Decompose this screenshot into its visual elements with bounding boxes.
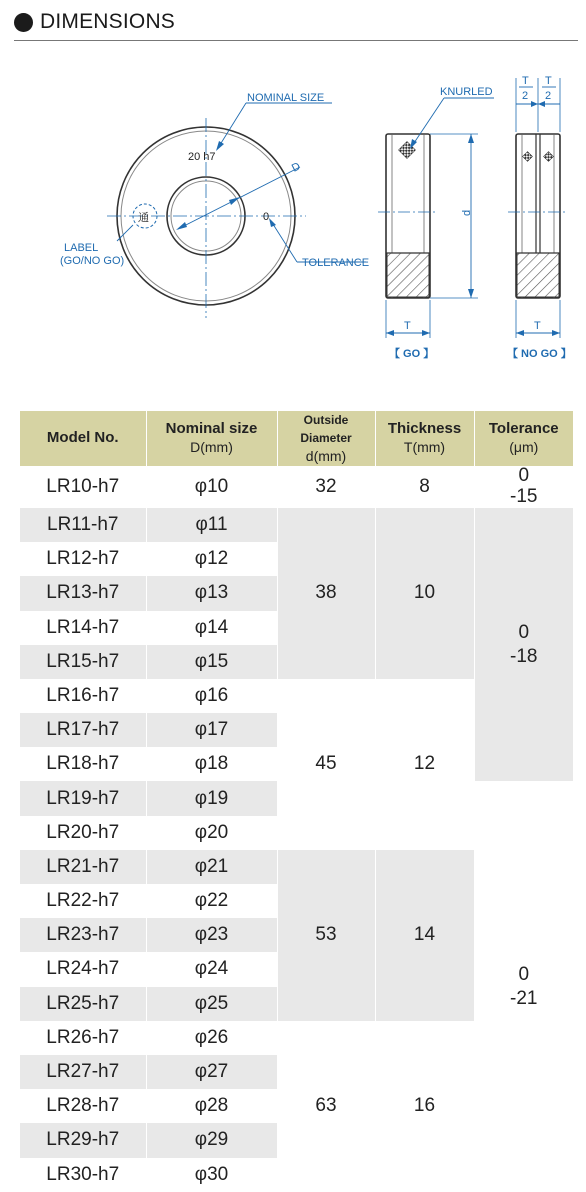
no-go-gauge-side-view bbox=[508, 134, 568, 298]
outside-cell: 63 bbox=[277, 1021, 375, 1192]
model-cell: LR14-h7 bbox=[20, 611, 146, 645]
model-cell: LR19-h7 bbox=[20, 781, 146, 815]
table-header-row bbox=[20, 411, 573, 466]
model-cell: LR18-h7 bbox=[20, 747, 146, 781]
no-go-thickness-symbol: T bbox=[534, 320, 541, 332]
nominal-cell: φ24 bbox=[146, 952, 277, 986]
thickness-cell: 12 bbox=[375, 679, 474, 850]
model-cell: LR17-h7 bbox=[20, 713, 146, 747]
nominal-cell: φ16 bbox=[146, 679, 277, 713]
dimension-drawing bbox=[0, 48, 586, 370]
nominal-cell: φ30 bbox=[146, 1158, 277, 1192]
half-t-denominator-2: 2 bbox=[545, 90, 552, 102]
model-cell: LR28-h7 bbox=[20, 1089, 146, 1123]
outside-cell: 32 bbox=[277, 466, 375, 508]
header-tolerance: Tolerance (μm) bbox=[474, 411, 573, 466]
model-cell: LR15-h7 bbox=[20, 645, 146, 679]
go-gauge-side-view bbox=[378, 134, 438, 298]
model-cell: LR26-h7 bbox=[20, 1021, 146, 1055]
model-cell: LR25-h7 bbox=[20, 987, 146, 1021]
section-header bbox=[14, 9, 175, 35]
header-thickness: Thickness T(mm) bbox=[375, 411, 474, 466]
model-cell: LR24-h7 bbox=[20, 952, 146, 986]
nominal-cell: φ26 bbox=[146, 1021, 277, 1055]
nominal-cell: φ23 bbox=[146, 918, 277, 952]
nominal-cell: φ22 bbox=[146, 884, 277, 918]
nominal-cell: φ19 bbox=[146, 781, 277, 815]
nominal-cell: φ10 bbox=[146, 466, 277, 508]
nominal-cell: φ15 bbox=[146, 645, 277, 679]
outside-cell: 38 bbox=[277, 508, 375, 679]
nominal-cell: φ14 bbox=[146, 611, 277, 645]
bullet-icon bbox=[14, 13, 33, 32]
section-title: DIMENSIONS bbox=[40, 10, 176, 33]
no-go-caption: 【 NO GO 】 bbox=[507, 348, 572, 360]
knurled-label: KNURLED bbox=[440, 86, 493, 98]
header-outside: Outside Diameter d(mm) bbox=[277, 411, 375, 466]
model-cell: LR16-h7 bbox=[20, 679, 146, 713]
outside-diameter-symbol: d bbox=[461, 209, 473, 216]
ring-front-view bbox=[107, 103, 366, 318]
model-cell: LR23-h7 bbox=[20, 918, 146, 952]
nominal-cell: φ27 bbox=[146, 1055, 277, 1089]
nominal-cell: φ11 bbox=[146, 508, 277, 542]
nominal-cell: φ18 bbox=[146, 747, 277, 781]
thickness-cell: 8 bbox=[375, 466, 474, 508]
thickness-cell: 10 bbox=[375, 508, 474, 679]
model-cell: LR11-h7 bbox=[20, 508, 146, 542]
table-row bbox=[20, 466, 573, 508]
nominal-cell: φ17 bbox=[146, 713, 277, 747]
tolerance-cell: 0 -21 bbox=[474, 781, 573, 1191]
specification-table bbox=[20, 411, 573, 1192]
go-thickness-symbol: T bbox=[404, 320, 411, 332]
model-cell: LR27-h7 bbox=[20, 1055, 146, 1089]
outside-cell: 53 bbox=[277, 850, 375, 1021]
tolerance-cell: 0 -18 bbox=[474, 508, 573, 782]
half-t-numerator-1: T bbox=[522, 75, 529, 87]
header-model: Model No. bbox=[20, 411, 146, 466]
thickness-cell: 14 bbox=[375, 850, 474, 1021]
model-cell: LR30-h7 bbox=[20, 1158, 146, 1192]
header-nominal: Nominal size D(mm) bbox=[146, 411, 277, 466]
outside-cell: 45 bbox=[277, 679, 375, 850]
half-t-numerator-2: T bbox=[545, 75, 552, 87]
table-row bbox=[20, 508, 573, 542]
outer-diameter-symbol: D bbox=[289, 160, 303, 175]
nominal-cell: φ12 bbox=[146, 542, 277, 576]
half-t-denominator-1: 2 bbox=[522, 90, 529, 102]
model-cell: LR20-h7 bbox=[20, 816, 146, 850]
size-marking: 20 h7 bbox=[188, 151, 216, 163]
nominal-cell: φ13 bbox=[146, 576, 277, 610]
label-caption-1: LABEL bbox=[64, 242, 99, 254]
nominal-cell: φ25 bbox=[146, 987, 277, 1021]
nominal-cell: φ21 bbox=[146, 850, 277, 884]
tolerance-label: TOLERANCE bbox=[302, 257, 370, 269]
label-caption-2: (GO/NO GO) bbox=[60, 255, 125, 267]
nominal-cell: φ28 bbox=[146, 1089, 277, 1123]
nominal-cell: φ29 bbox=[146, 1123, 277, 1157]
model-cell: LR10-h7 bbox=[20, 466, 146, 508]
model-cell: LR29-h7 bbox=[20, 1123, 146, 1157]
thickness-cell: 16 bbox=[375, 1021, 474, 1192]
tolerance-marking: 0 bbox=[263, 211, 270, 223]
tolerance-cell: 0 -15 bbox=[474, 466, 573, 508]
go-caption: 【 GO 】 bbox=[389, 348, 435, 360]
model-cell: LR12-h7 bbox=[20, 542, 146, 576]
model-cell: LR22-h7 bbox=[20, 884, 146, 918]
go-marking: 通 bbox=[138, 212, 149, 224]
model-cell: LR13-h7 bbox=[20, 576, 146, 610]
nominal-cell: φ20 bbox=[146, 816, 277, 850]
nominal-size-label: NOMINAL SIZE bbox=[247, 92, 325, 104]
header-divider bbox=[14, 40, 578, 41]
model-cell: LR21-h7 bbox=[20, 850, 146, 884]
